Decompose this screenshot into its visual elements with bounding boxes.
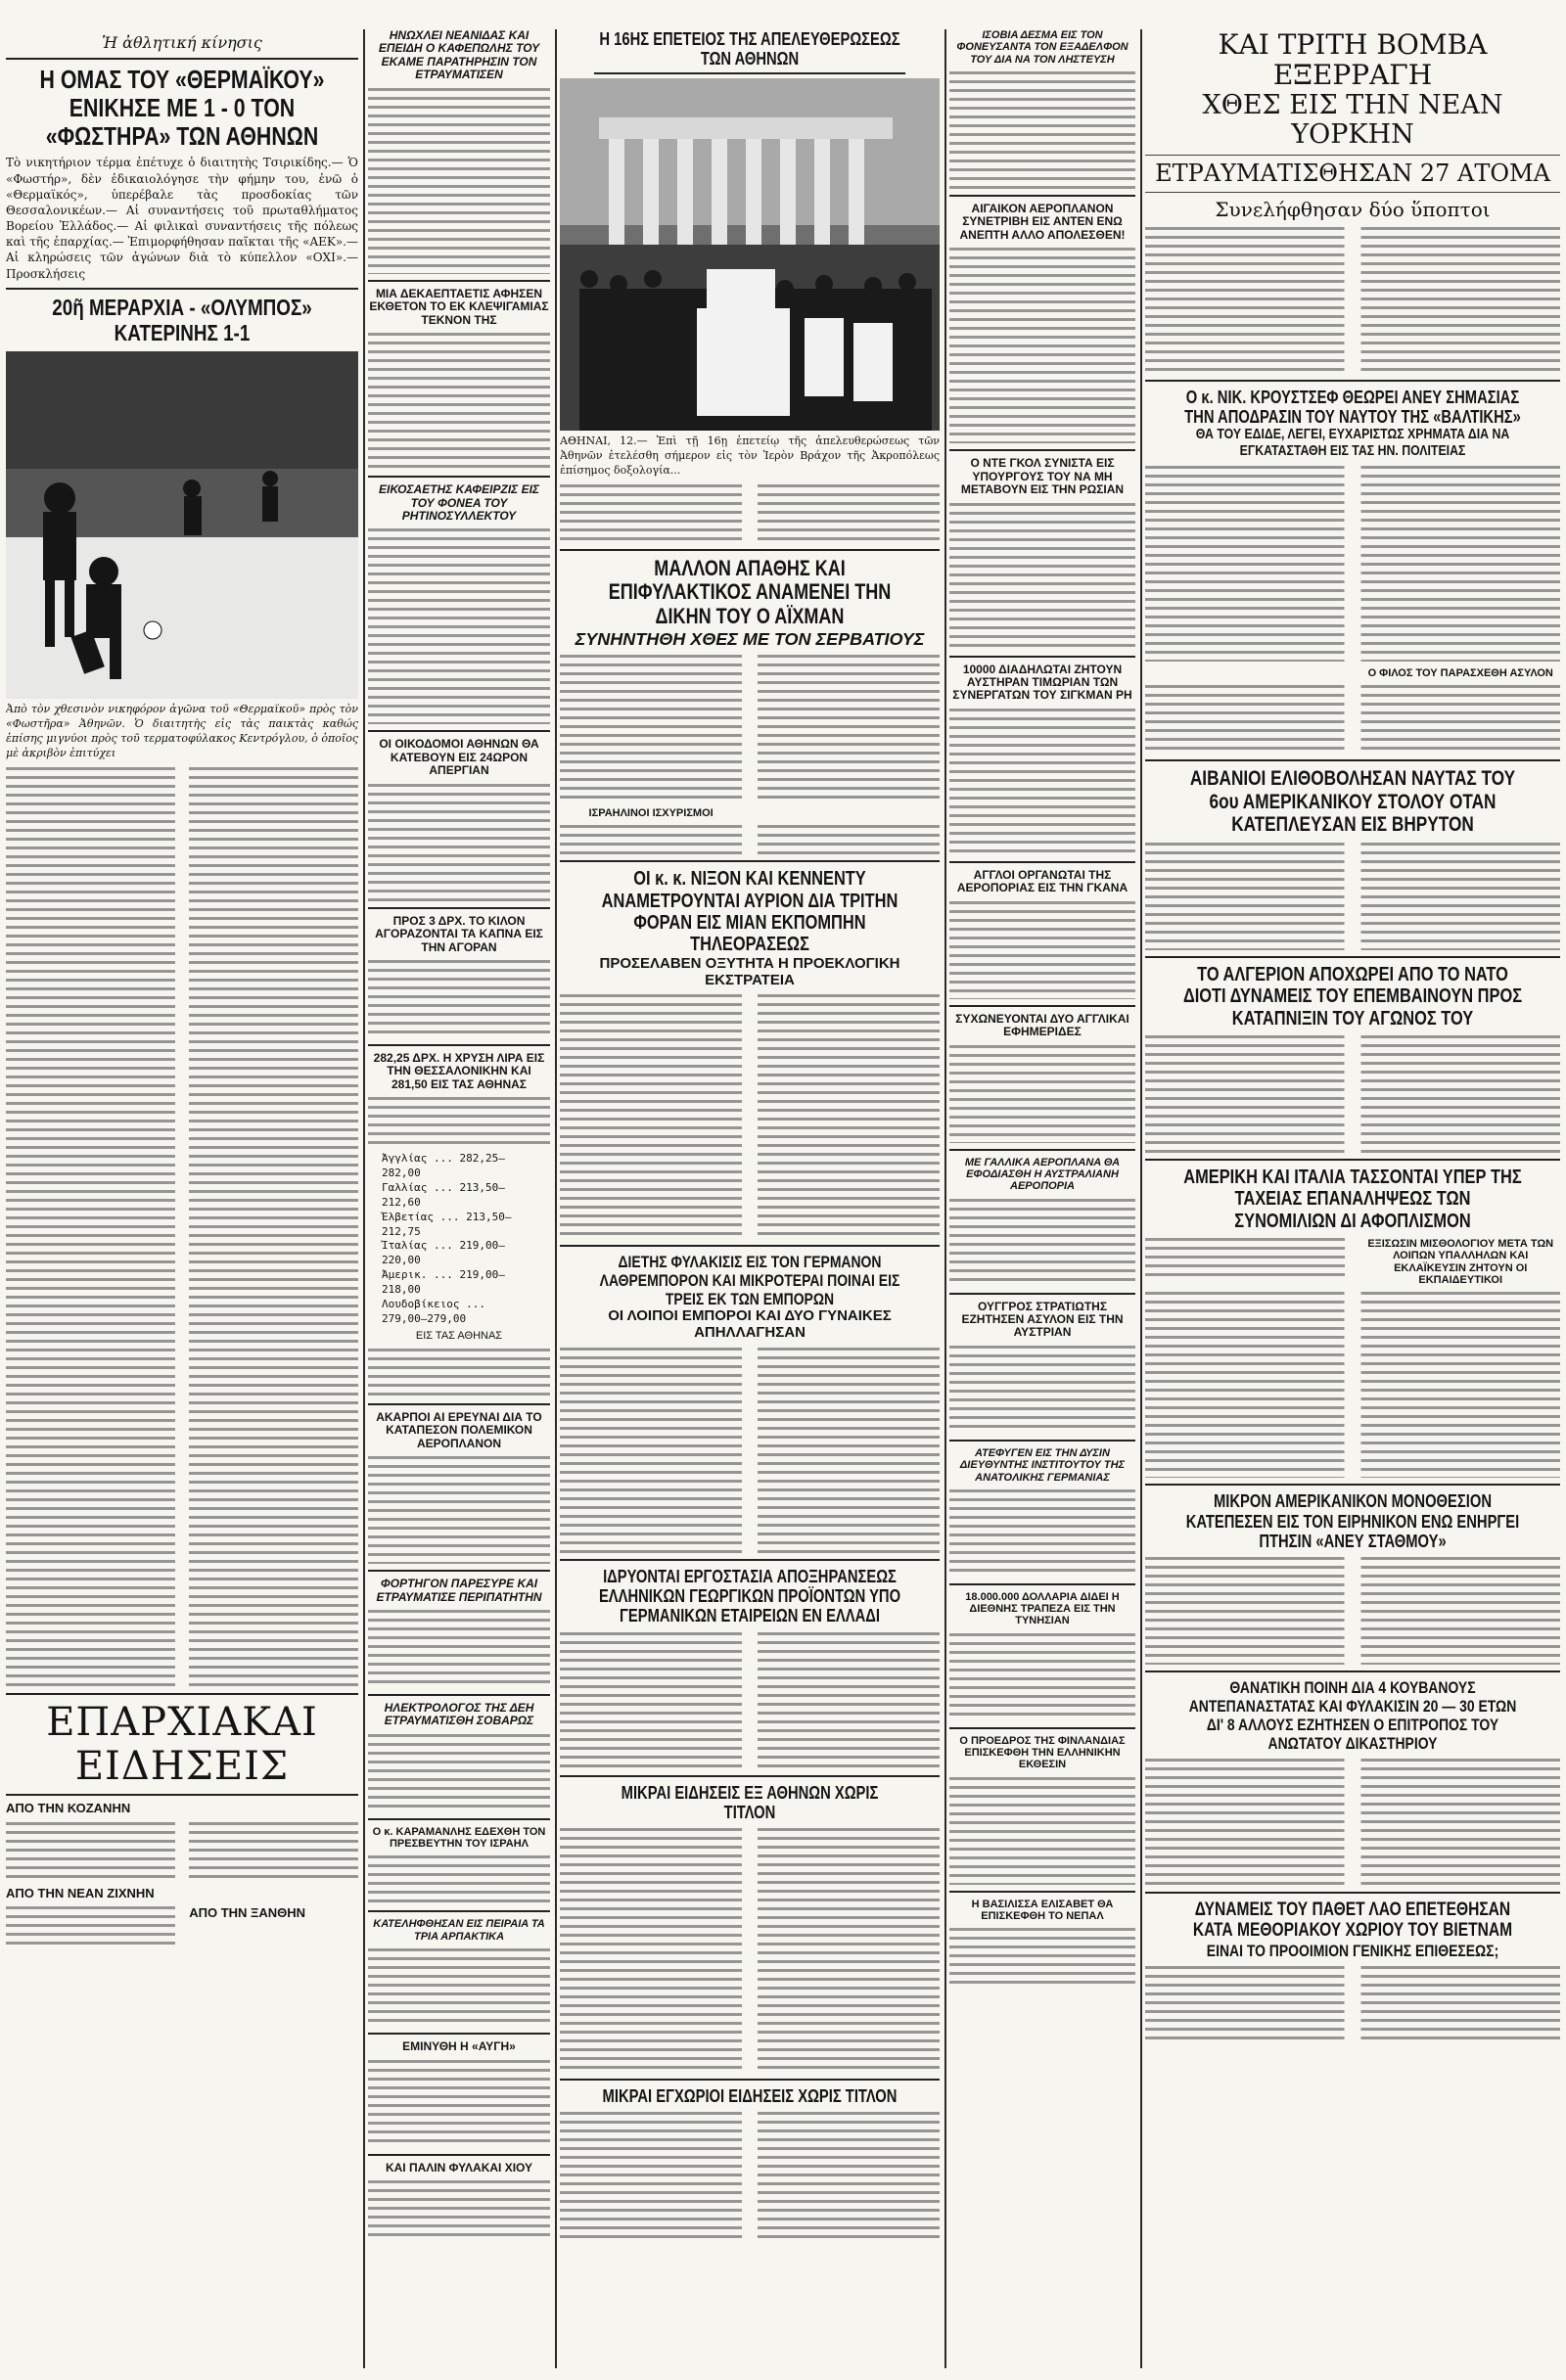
column-rule: [555, 29, 557, 2368]
rate-row: Ἑλβετίας ... 213,50–212,75: [382, 1210, 512, 1238]
football-photo: [6, 351, 358, 699]
headline-drying-factories: ΙΔΡΥΟΝΤΑΙ ΕΡΓΟΣΤΑΣΙΑ ΑΠΟΞΗΡΑΝΣΕΩΣ ΕΛΛΗΝΙΚΩΝ ΓΕΩΡΓΙΚΩΝ ΠΡΟΪΟΝΤΩΝ ΥΠΟ ΓΕΡΜΑΝΙΚΩΝ ΕΤΑΙΡΕΙΩΝ ΕΝ ΕΛΛΑΔΙ: [598, 1567, 901, 1626]
exchange-rates-table: [382, 1152, 536, 1326]
photo-caption: Ἀπὸ τὸν χθεσινὸν νικηφόρον ἀγῶνα τοῦ «Θερμαϊκοῦ» πρὸς τὸν «Φωστῆρα» Ἀθηνῶν. Ὁ διαιτητὴς εἰς τὰς παικτὰς καθώς ἐπίσης μιγνύοι πρὸς τοῦ τερματοφύλακος Κεντρόγλου, ὁ ὁποῖος μὲ ἀκριβὸν ἐπιτύχει: [6, 703, 358, 759]
provincial-section-zichni: ΑΠΟ ΤΗΝ ΝΕΑΝ ΖΙΧΝΗΝ: [6, 1885, 155, 1900]
acropolis-photo: [560, 78, 940, 431]
headline-finland-president: Ο ΠΡΟΕΔΡΟΣ ΤΗΣ ΦΙΝΛΑΝΔΙΑΣ ΕΠΙΣΚΕΦΘΗ ΤΗΝ ΕΛΛΗΝΙΚΗΝ ΕΚΘΕΣΙΝ: [959, 1734, 1126, 1771]
headline-israeli-claims: ΙΣΡΑΗΛΙΝΟΙ ΙΣΧΥΡΙΣΜΟΙ: [588, 806, 714, 819]
headline-pathet-lao: ΔΥΝΑΜΕΙΣ ΤΟΥ ΠΑΘΕΤ ΛΑΟ ΕΠΕΤΕΘΗΣΑΝ ΚΑΤΑ ΜΕΘΟΡΙΑΚΟΥ ΧΩΡΙΟΥ ΤΟΥ ΒΙΕΤΝΑΜ: [1192, 1899, 1513, 1942]
rates-label: ΕΙΣ ΤΑΣ ΑΘΗΝΑΣ: [415, 1330, 503, 1343]
headline-pacific-plane: ΜΙΚΡΟΝ ΑΜΕΡΙΚΑΝΙΚΟΝ ΜΟΝΟΘΕΣΙΟΝ ΚΑΤΕΠΕΣΕΝ ΕΙΣ ΤΟΝ ΕΙΡΗΝΙΚΟΝ ΕΝΩ ΕΝΗΡΓΕΙ ΠΤΗΣΙΝ «ΑΝΕΥ ΣΤΑΘΜΟΥ»: [1185, 1491, 1520, 1551]
headline-newspapers-merge: ΣΥΧΩΝΕΥΟΝΤΑΙ ΔΥΟ ΑΓΓΛΙΚΑΙ ΕΦΗΜΕΡΙΔΕΣ: [955, 1011, 1129, 1039]
headline-hungarian-soldier: ΟΥΓΓΡΟΣ ΣΤΡΑΤΙΩΤΗΣ ΕΖΗΤΗΣΕΝ ΑΣΥΛΟΝ ΕΙΣ ΤΗΝ ΑΥΣΤΡΙΑΝ: [961, 1299, 1124, 1340]
acropolis-photo-image: [560, 78, 940, 431]
headline-cuba: ΘΑΝΑΤΙΚΗ ΠΟΙΝΗ ΔΙΑ 4 ΚΟΥΒΑΝΟΥΣ ΑΝΤΕΠΑΝΑΣΤΑΤΑΣ ΚΑΙ ΦΥΛΑΚΙΣΙΝ 20 — 30 ΕΤΩΝ ΔΙ' 8 ΑΛΛΟΥΣ ΕΖΗΤΗΣΕΝ Ο ΕΠΙΤΡΟΠΟΣ ΤΟΥ ΑΝΩΤΑΤΟΥ ΔΙΚΑΣΤΗΡΙΟΥ: [1188, 1677, 1517, 1753]
headline-algeria-nato: ΤΟ ΑΛΓΕΡΙΟΝ ΑΠΟΧΩΡΕΙ ΑΠΟ ΤΟ ΝΑΤΟ ΔΙΟΤΙ ΔΥΝΑΜΕΙΣ ΤΟΥ ΕΠΕΜΒΑΙΝΟΥΝ ΠΡΟΣ ΚΑΤΑΠΝΙΞΙΝ ΤΟΥ ΑΓΩΝΟΣ ΤΟΥ: [1182, 963, 1523, 1030]
football-photo-image: [6, 351, 358, 699]
headline-disarmament: ΑΜΕΡΙΚΗ ΚΑΙ ΙΤΑΛΙΑ ΤΑΣΣΟΝΤΑΙ ΥΠΕΡ ΤΗΣ ΤΑΧΕΙΑΣ ΕΠΑΝΑΛΗΨΕΩΣ ΤΩΝ ΣΥΝΟΜΙΛΙΩΝ ΔΙ ΑΦΟΠΛΙΣΜΟΝ: [1183, 1167, 1522, 1232]
headline-gold-pound: 282,25 ΔΡΧ. Η ΧΡΥΣΗ ΛΙΡΑ ΕΙΣ ΤΗΝ ΘΕΣΣΑΛΟΝΙΚΗΝ ΚΑΙ 281,50 ΕΙΣ ΤΑΣ ΑΘΗΝΑΣ: [373, 1051, 545, 1091]
anniversary-banner: Η 16ΗΣ ΕΠΕΤΕΙΟΣ ΤΗΣ ΑΠΕΛΕΥΘΕΡΩΣΕΩΣ ΤΩΝ ΑΘΗΝΩΝ: [594, 29, 905, 74]
headline-lebanon-sailors: ΑΙΒΑΝΙΟΙ ΕΛΙΘΟΒΟΛΗΣΑΝ ΝΑΥΤΑΣ ΤΟΥ 6ου ΑΜΕΡΙΚΑΝΙΚΟΥ ΣΤΟΛΟΥ ΟΤΑΝ ΚΑΤΕΠΛΕΥΣΑΝ ΕΙΣ ΒΗΡΥΤΟΝ: [1189, 767, 1516, 837]
headline-bomb-2: ΧΘΕΣ ΕΙΣ ΤΗΝ ΝΕΑΝ ΥΟΡΚΗΝ: [1202, 89, 1503, 150]
headline-eichmann: ΜΑΛΛΟΝ ΑΠΑΘΗΣ ΚΑΙ ΕΠΙΦΥΛΑΚΤΙΚΟΣ ΑΝΑΜΕΝΕΙ ΤΗΝ ΔΙΚΗΝ ΤΟΥ Ο ΑΪΧΜΑΝ: [608, 555, 892, 629]
headline-ghana-airforce: ΑΓΓΛΟΙ ΟΡΓΑΝΩΤΑΙ ΤΗΣ ΑΕΡΟΠΟΡΙΑΣ ΕΙΣ ΤΗΝ ΓΚΑΝΑ: [956, 867, 1128, 895]
headline-eichmann-sub: ΣΥΝΗΝΤΗΘΗ ΧΘΕΣ ΜΕ ΤΟΝ ΣΕΡΒΑΤΙΟΥΣ: [575, 628, 925, 649]
sports-lead: Τὸ νικητήριον τέρμα ἐπέτυχε ὁ διαιτητὴς Τσιρικίδης.— Ὁ «Φωστήρ», δὲν ἐδικαιολόγησε τὴν φήμην του, ἐνῶ ὁ «Θερμαϊκός», ὑπερέβαλε τὰς προσδοκίας τῶν Θεσσαλονικέων.— Αἱ συναντήσεις τοῦ πρωταθλήματος Βορείου Ἑλλάδος.— Αἱ φιλικαὶ συναντήσεις τῆς πόλεως καὶ τῆς ἐπαρχίας.— Ἐπιμορφήθησαν παῖκται τῆς «ΑΕΚ».— Αἱ κληρώσεις τῶν ἀγώνων διὰ τὸ κύπελλον «ΟΧΙ».— Προσκλήσεις: [6, 156, 358, 281]
rate-row: Ἰταλίας ... 219,00–220,00: [382, 1239, 505, 1267]
headline-athens-briefs: ΜΙΚΡΑΙ ΕΙΔΗΣΕΙΣ ΕΞ ΑΘΗΝΩΝ ΧΩΡΙΣ ΤΙΤΛΟΝ: [621, 1782, 879, 1822]
headline-life-sentence: ΙΣΟΒΙΑ ΔΕΣΜΑ ΕΙΣ ΤΟΝ ΦΟΝΕΥΣΑΝΤΑ ΤΟΝ ΕΞΑΔΕΛΦΟΝ ΤΟΥ ΔΙΑ ΝΑ ΤΟΝ ΛΗΣΤΕΥΣΗ: [956, 29, 1128, 66]
headline-electrician: ΗΛΕΚΤΡΟΛΟΓΟΣ ΤΗΣ ΔΕΗ ΕΤΡΑΥΜΑΤΙΣΘΗ ΣΟΒΑΡΩΣ: [384, 1700, 534, 1728]
rate-row: Ἀγγλίας ... 282,25–282,00: [382, 1152, 505, 1180]
headline-karamanlis: Ο κ. ΚΑΡΑΜΑΝΛΗΣ ΕΔΕΧΘΗ ΤΟΝ ΠΡΕΣΒΕΥΤΗΝ ΤΟΥ ΙΣΡΑΗΛ: [372, 1825, 546, 1851]
headline-bomb-3: ΕΤΡΑΥΜΑΤΙΣΘΗΣΑΝ 27 ΑΤΟΜΑ: [1155, 160, 1550, 188]
sports-headline: Η ΟΜΑΣ ΤΟΥ «ΘΕΡΜΑΪΚΟΥ» ΕΝΙΚΗΣΕ ΜΕ 1 - 0 ΤΟΝ «ΦΩΣΤΗΡΑ» ΤΩΝ ΑΘΗΝΩΝ: [39, 65, 325, 152]
headline-smuggler-sub: ΟΙ ΛΟΙΠΟΙ ΕΜΠΟΡΟΙ ΚΑΙ ΔΥΟ ΓΥΝΑΙΚΕΣ ΑΠΗΛΛΑΓΗΣΑΝ: [608, 1307, 892, 1342]
headline-tobacco-price: ΠΡΟΣ 3 ΔΡΧ. ΤΟ ΚΙΛΟΝ ΑΓΟΡΑΖΟΝΤΑΙ ΤΑ ΚΑΠΝΑ ΕΙΣ ΤΗΝ ΑΓΟΡΑΝ: [375, 913, 543, 954]
headline-khrushchev-sub: ΘΑ ΤΟΥ ΕΔΙΔΕ, ΛΕΓΕΙ, ΕΥΧΑΡΙΣΤΩΣ ΧΡΗΜΑΤΑ ΔΙΑ ΝΑ ΕΓΚΑΤΑΣΤΑΘΗ ΕΙΣ ΤΑΣ ΗΝ. ΠΟΛΙΤΕΙΑΣ: [1195, 426, 1510, 460]
headline-demonstrators: 10000 ΔΙΑΔΗΛΩΤΑΙ ΖΗΤΟΥΝ ΑΥΣΤΗΡΑΝ ΤΙΜΩΡΙΑΝ ΤΩΝ ΣΥΝΕΡΓΑΤΩΝ ΤΟΥ ΣΙΓΚΜΑΝ ΡΗ: [952, 662, 1132, 703]
headline-institute-director: ΑΤΕΦΥΓΕΝ ΕΙΣ ΤΗΝ ΔΥΣΙΝ ΔΙΕΥΘΥΝΤΗΣ ΙΝΣΤΙΤΟΥΤΟΥ ΤΗΣ ΑΝΑΤΟΛΙΚΗΣ ΓΕΡΜΑΝΙΑΣ: [959, 1446, 1126, 1484]
headline-teachers: ΕΞΙΣΩΣΙΝ ΜΙΣΘΟΛΟΓΙΟΥ ΜΕΤΑ ΤΩΝ ΛΟΙΠΩΝ ΥΠΑΛΛΗΛΩΝ ΚΑΙ ΕΚΛΑΪΚΕΥΣΙΝ ΖΗΤΟΥΝ ΟΙ ΕΚΠΑΙΔΕΥΤΙΚΟΙ: [1367, 1238, 1554, 1287]
rate-row: Ἀμερικ. ... 219,00–218,00: [382, 1268, 505, 1296]
headline-piraeus: ΚΑΤΕΛΗΦΘΗΣΑΝ ΕΙΣ ΠΕΙΡΑΙΑ ΤΑ ΤΡΙΑ ΑΡΠΑΚΤΙΚΑ: [373, 1918, 545, 1943]
headline-avgi: ΕΜΙΝΥΘΗ Η «ΑΥΓΗ»: [402, 2039, 516, 2054]
sports-headline-2: 20ῆ ΜΕΡΑΡΧΙΑ - «ΟΛΥΜΠΟΣ» ΚΑΤΕΡΙΝΗΣ 1-1: [52, 294, 312, 345]
headline-bomb-sub: Συνελήφθησαν δύο ὕποπτοι: [1215, 198, 1491, 222]
headline-builders-strike: ΟΙ ΟΙΚΟΔΟΜΟΙ ΑΘΗΝΩΝ ΘΑ ΚΑΤΕΒΟΥΝ ΕΙΣ 24ΩΡΟΝ ΑΠΕΡΓΙΑΝ: [379, 737, 539, 778]
headline-smuggler: ΔΙΕΤΗΣ ΦΥΛΑΚΙΣΙΣ ΕΙΣ ΤΟΝ ΓΕΡΜΑΝΟΝ ΛΑΘΡΕΜΠΟΡΟΝ ΚΑΙ ΜΙΚΡΟΤΕΡΑΙ ΠΟΙΝΑΙ ΕΙΣ ΤΡΕΙΣ ΕΚ ΤΩΝ ΕΜΠΟΡΩΝ: [599, 1253, 900, 1309]
headline-youth-injured: ΗΝΩΧΛΕΙ ΝΕΑΝΙΔΑΣ ΚΑΙ ΕΠΕΙΔΗ Ο ΚΑΦΕΠΩΛΗΣ ΤΟΥ ΕΚΑΜΕ ΠΑΡΑΤΗΡΗΣΙΝ ΤΟΝ ΕΤΡΑΥΜΑΤΙΣΕΝ: [378, 29, 540, 82]
rate-row: Λουδοβίκειος ... 279,00–279,00: [382, 1297, 485, 1325]
headline-abandoned-child: ΜΙΑ ΔΕΚΑΕΠΤΑΕΤΙΣ ΑΦΗΣΕΝ ΕΚΘΕΤΟΝ ΤΟ ΕΚ ΚΛΕΨΙΓΑΜΙΑΣ ΤΕΚΝΟΝ ΤΗΣ: [369, 286, 549, 327]
headline-de-gaulle: Ο ΝΤΕ ΓΚΟΛ ΣΥΝΙΣΤΑ ΕΙΣ ΥΠΟΥΡΓΟΥΣ ΤΟΥ ΝΑ ΜΗ ΜΕΤΑΒΟΥΝ ΕΙΣ ΤΗΝ ΡΩΣΙΑΝ: [960, 456, 1125, 497]
column-rule: [1140, 29, 1142, 2368]
column-rule: [944, 29, 946, 2368]
headline-nixon-kennedy: ΟΙ κ. κ. ΝΙΞΟΝ ΚΑΙ ΚΕΝΝΕΝΤΥ ΑΝΑΜΕΤΡΟΥΝΤΑΙ ΑΥΡΙΟΝ ΔΙΑ ΤΡΙΤΗΝ ΦΟΡΑΝ ΕΙΣ ΜΙΑΝ ΕΚΠΟΜΠΗΝ ΤΗΛΕΟΡΑΣΕΩΣ: [601, 868, 898, 956]
news-column-5: [1145, 29, 1560, 2373]
headline-aegean-plane: ΑΙΓΑΙΚΟΝ ΑΕΡΟΠΛΑΝΟΝ ΣΥΝΕΤΡΙΒΗ ΕΙΣ ΑΝΤΕΝ ΕΝΩ ΑΝΕΠΤΗ ΑΛΛΟ ΑΠΟΛΕΣΘΕΝ!: [959, 201, 1126, 242]
headline-pathet-lao-sub: ΕΙΝΑΙ ΤΟ ΠΡΟΟΙΜΙΟΝ ΓΕΝΙΚΗΣ ΕΠΙΘΕΣΕΩΣ;: [1206, 1941, 1499, 1960]
news-column-2: [368, 29, 550, 2373]
headline-local-briefs: ΜΙΚΡΑΙ ΕΓΧΩΡΙΟΙ ΕΙΔΗΣΕΙΣ ΧΩΡΙΣ ΤΙΤΛΟΝ: [602, 2085, 898, 2106]
acropolis-caption: ΑΘΗΝΑΙ, 12.— Ἐπὶ τῇ 16ῃ ἐπετείῳ τῆς ἀπελευθερώσεως τῶν Ἀθηνῶν ἐτελέσθη σήμερον εἰς τὸν Ἱερὸν Βράχον τῆς Ἀκροπόλεως ἐπίσημος δοξολογία...: [560, 435, 940, 477]
provincial-section-kozani: ΑΠΟ ΤΗΝ ΚΟΖΑΝΗΝ: [6, 1801, 131, 1816]
headline-bomb-1: ΚΑΙ ΤΡΙΤΗ ΒΟΜΒΑ ΕΞΕΡΡΑΓΗ: [1218, 29, 1488, 92]
section-kicker: Ἡ ἀθλητική κίνησις: [102, 33, 262, 52]
provincial-title: ΕΠΑΡΧΙΑΚΑΙ ΕΙΔΗΣΕΙΣ: [46, 1699, 318, 1789]
headline-truck: ΦΟΡΤΗΓΟΝ ΠΑΡΕΣΥΡΕ ΚΑΙ ΕΤΡΑΥΜΑΤΙΣΕ ΠΕΡΙΠΑΤΗΤΗΝ: [376, 1577, 542, 1604]
headline-plane-search: ΑΚΑΡΠΟΙ ΑΙ ΕΡΕΥΝΑΙ ΔΙΑ ΤΟ ΚΑΤΑΠΕΣΟΝ ΠΟΛΕΜΙΚΟΝ ΑΕΡΟΠΛΑΝΟΝ: [376, 1409, 542, 1450]
headline-world-bank: 18.000.000 ΔΟΛΛΑΡΙΑ ΔΙΔΕΙ Η ΔΙΕΘΝΗΣ ΤΡΑΠΕΖΑ ΕΙΣ ΤΗΝ ΤΥΝΗΣΙΑΝ: [965, 1590, 1120, 1627]
headline-queen-nepal: Η ΒΑΣΙΛΙΣΣΑ ΕΛΙΣΑΒΕΤ ΘΑ ΕΠΙΣΚΕΦΘΗ ΤΟ ΝΕΠΑΛ: [971, 1898, 1114, 1922]
headline-chios: ΚΑΙ ΠΑΛΙΝ ΦΥΛΑΚΑΙ ΧΙΟΥ: [385, 2160, 533, 2174]
headline-asylum: Ο ΦΙΛΟΣ ΤΟΥ ΠΑΡΑΣΧΕΘΗ ΑΣΥΛΟΝ: [1367, 666, 1553, 679]
news-column-3: [560, 29, 940, 2373]
headline-nixon-kennedy-sub: ΠΡΟΣΕΛΑΒΕΝ ΟΞΥΤΗΤΑ Η ΠΡΟΕΚΛΟΓΙΚΗ ΕΚΣΤΡΑΤΕΙΑ: [599, 954, 900, 988]
headline-murder: ΕΙΚΟΣΑΕΤΗΣ ΚΑΦΕΙΡΖΙΣ ΕΙΣ ΤΟΥ ΦΟΝΕΑ ΤΟΥ ΡΗΤΙΝΟΣΥΛΛΕΚΤΟΥ: [378, 482, 539, 523]
headline-khrushchev: Ο κ. ΝΙΚ. ΚΡΟΥΣΤΣΕΦ ΘΕΩΡΕΙ ΑΝΕΥ ΣΗΜΑΣΙΑΣ ΤΗΝ ΑΠΟΔΡΑΣΙΝ ΤΟΥ ΝΑΥΤΟΥ ΤΗΣ «ΒΑΛΤΙΚΗΣ»: [1184, 388, 1521, 428]
news-column-4: [949, 29, 1135, 2373]
sports-column: [6, 29, 358, 2373]
rate-row: Γαλλίας ... 213,50–212,60: [382, 1181, 505, 1209]
headline-australian-airforce: ΜΕ ΓΑΛΛΙΚΑ ΑΕΡΟΠΛΑΝΑ ΘΑ ΕΦΟΔΙΑΣΘΗ Η ΑΥΣΤΡΑΛΙΑΝΗ ΑΕΡΟΠΟΡΙΑ: [964, 1156, 1121, 1193]
provincial-section-xanthi: ΑΠΟ ΤΗΝ ΞΑΝΘΗΝ: [189, 1905, 306, 1921]
column-rule: [363, 29, 365, 2368]
